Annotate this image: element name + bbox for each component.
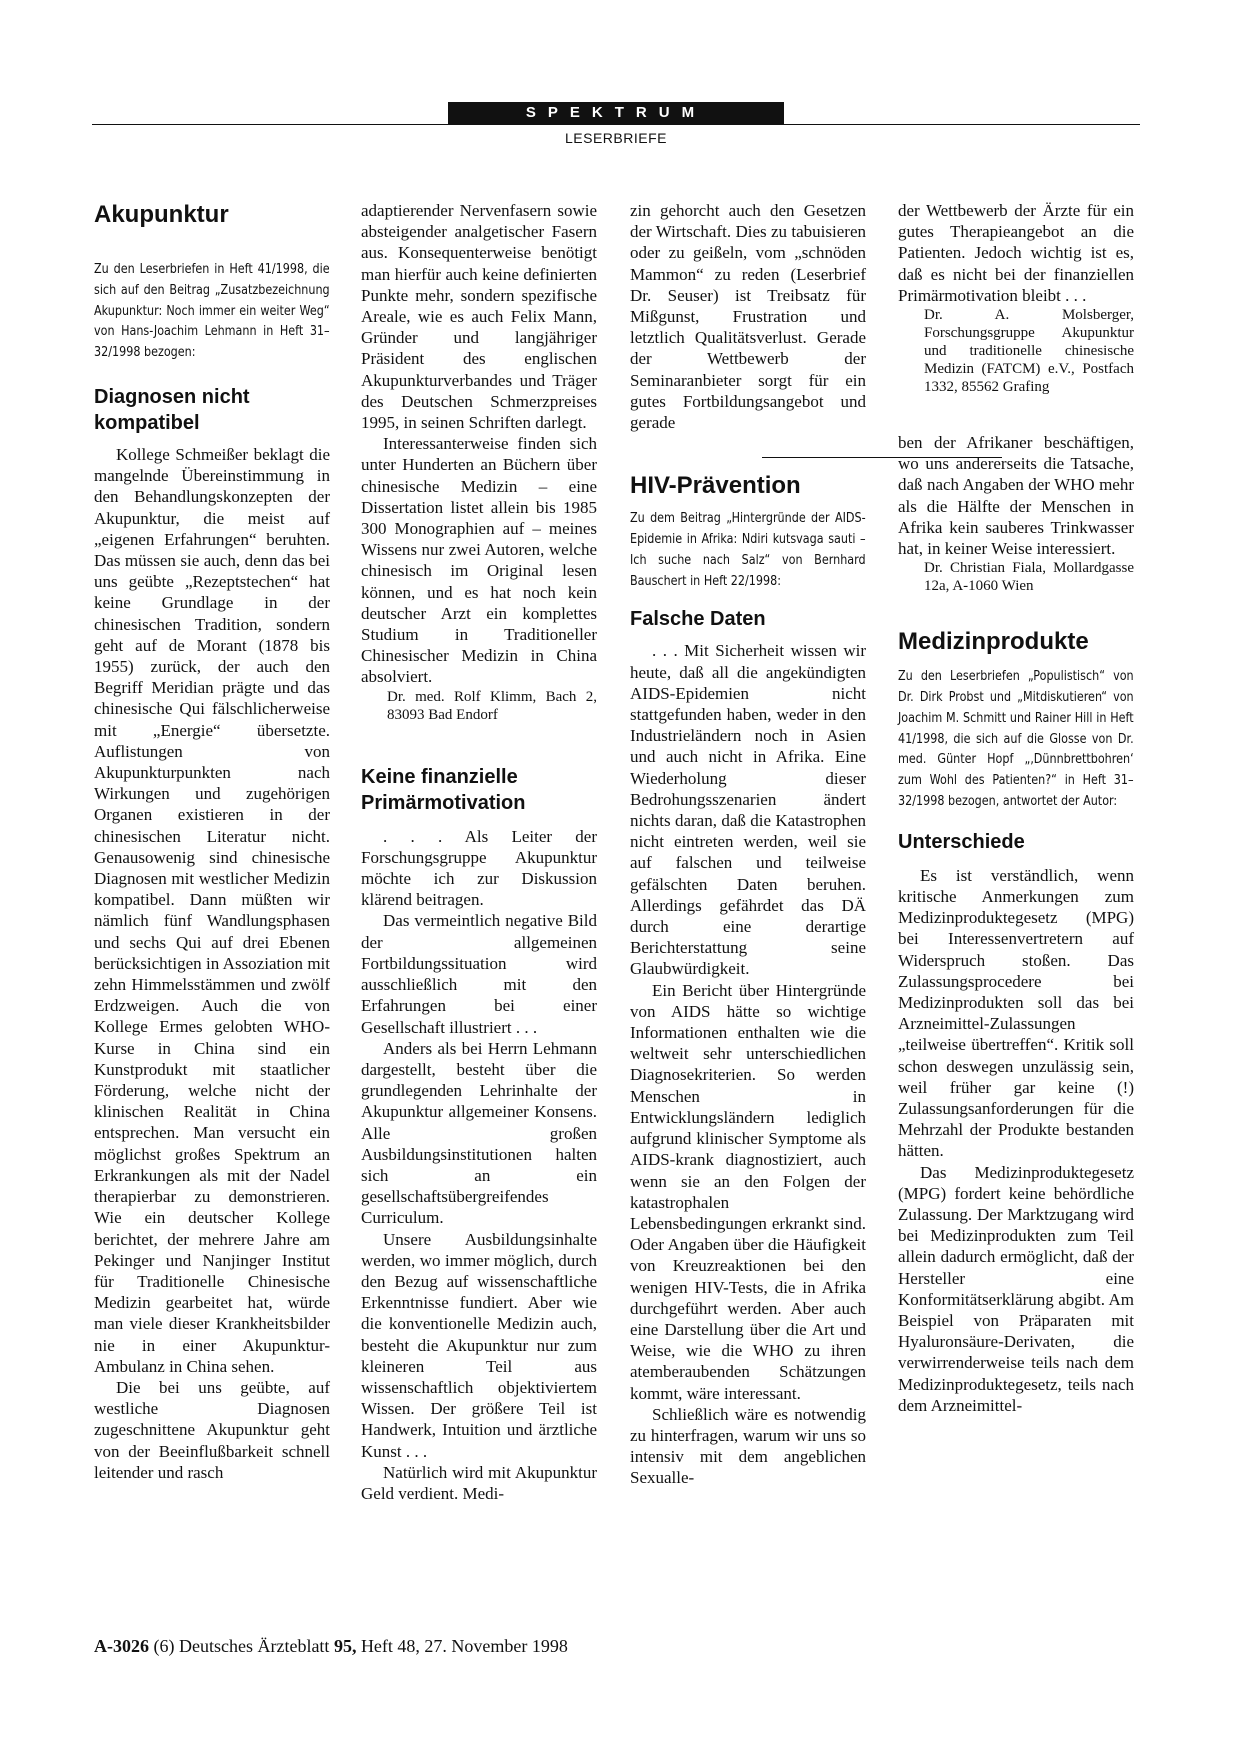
letter-signature: Dr. Christian Fiala, Mollardgasse 12a, A-1060 Wien: [924, 560, 1134, 595]
letter-signature: Dr. med. Rolf Klimm, Bach 2, 83093 Bad Endorf: [387, 688, 597, 723]
letter-paragraph: Kollege Schmeißer beklagt die mangelnde Übereinstimmung in den Behandlungskonzepten der Akupunktur, die meist auf „eigenen Erfahrungen“ beruhten. Das müssen sie auch, denn das bei uns geübte „Rezeptstechen“ hat keine Grundlage in der chinesischen Tradition, sondern geht auf de Morant (1878 bis 1955) zurück, der auch den Begriff Meridian prägte und das chinesische Qui fälschlicherweise mit „Energie“ übersetzte. Auflistungen von Akupunkturpunkten nach Wirkungen und zugehörigen Organen existieren in der chinesischen Literatur nicht. Genausowenig sind chinesische Diagnosen mit westlicher Medizin kompatibel. Dann müßten wir nämlich fünf Wandlungsphasen und sechs Qui auf drei Ebenen berücksichtigen in Assoziation mit zehn Himmelsstämmen und zwölf Erdzweigen. Auch die von Kollege Ermes gelobten WHO-Kurse in China sind ein Kunstprodukt mit staatlicher Förderung, welche nicht der klinischen Realität in China entsprechen. Man versucht ein möglichst großes Spektrum an Erkrankungen als mit der Nadel therapierbar zu demonstrieren. Wie ein deutscher Kollege berichtet, der mehrere Jahre am Pekinger und Nanjinger Institut für Traditionelle Chinesische Medizin gearbeitet hat, würde man viele dieser Krankheitsbilder nie in einer Akupunktur-Ambulanz in China sehen.: [94, 444, 330, 1376]
letter-paragraph: Das Medizinproduktegesetz (MPG) fordert keine behördliche Zulassung. Der Marktzugang wird bei Medizinprodukten zum Teil allein dadurch ermöglicht, daß der Hersteller eine Konformitätserklärung abgibt. Am Beispiel von Präparaten mit Hyaluronsäure-Derivaten, die verwirrenderweise teils nach dem Medizinproduktegesetz, teils nach dem Arzneimittel-: [898, 1162, 1134, 1415]
letter-paragraph: Es ist verständlich, wenn kritische Anmerkungen zum Medizinproduktegesetz (MPG) bei Interessenvertretern auf Widerspruch stoßen. Das Zulassungsprocedere bei Medizinprodukten soll das bei Arzneimittel-Zulassungen „teilweise übertreffen“. Kritik soll schon deswegen unzulässig sein, weil früher gar keine (!) Zulassungsanforderungen für die Mehrzahl der Produkte bestanden hätten.: [898, 865, 1134, 1161]
page-footer: [94, 1636, 568, 1657]
letter-paragraph: adaptierender Nervenfasern sowie absteigender analgetischer Fasern aus. Konsequenterweise benötigt man hierfür auch keine definierten Punkte mehr, sondern spezifische Areale, wie es auch Felix Mann, Gründer und langjähriger Präsident des englischen Akupunkturverbandes und Träger des Deutschen Schmerzpreises 1995, in seinen Schriften darlegt.: [361, 201, 597, 433]
letter-paragraph: Unsere Ausbildungsinhalte werden, wo immer möglich, durch den Bezug auf wissenschaftliche Erkenntnisse fundiert. Aber wie die konventionelle Medizin auch, besteht die Akupunktur nur zum kleineren Teil aus wissenschaftlich objektiviertem Wissen. Der größere Teil ist Handwerk, Intuition und ärztliche Kunst . . .: [361, 1229, 597, 1461]
letter-subtitle: Falsche Daten: [630, 608, 766, 631]
letter-paragraph: Interessanterweise finden sich unter Hunderten an Büchern über chinesische Medizin – eine Dissertation listet allein bis 1985 300 Monographien auf – meines Wissens nur zwei Autoren, welche chinesisch im Original lesen können, und es hat noch kein deutscher Arzt ein komplettes Studium in Traditioneller Chinesischer Medizin in China absolviert.: [361, 434, 597, 687]
letter-signature: Dr. A. Molsberger, Forschungsgruppe Akupunktur und traditionelle chinesische Medizin (FATCM) e.V., Postfach 1332, 85562 Grafing: [924, 307, 1134, 396]
letter-paragraph: ben der Afrikaner beschäftigen, wo uns andererseits die Tatsache, daß nach Angaben der WHO mehr als die Hälfte der Menschen in Afrika kein sauberes Trinkwasser hat, in keiner Weise interessiert.: [898, 433, 1134, 559]
article-intro: Zu den Leserbriefen „Populistisch“ von Dr. Dirk Probst und „Mitdiskutieren“ von Joachim M. Schmitt und Rainer Hill in Heft 41/1998, die sich auf die Glosse von Dr. med. Günter Hopf „‚Dünnbrettbohren‘ zum Wohl des Patienten?“ in Heft 31–32/1998 bezogen, antwortet der Autor:: [898, 669, 1134, 810]
article-intro: Zu den Leserbriefen in Heft 41/1998, die sich auf den Beitrag „Zusatzbezeichnung Akupunktur: Noch immer ein weiter Weg“ von Hans-Joachim Lehmann in Heft 31–32/1998 bezogen:: [94, 262, 330, 361]
footer-volume: 95,: [333, 1636, 357, 1656]
column-2: [361, 200, 597, 1504]
column-3: [630, 200, 866, 1489]
letter-paragraph: Die bei uns geübte, auf westliche Diagnosen zugeschnittene Akupunktur geht von der Beeinflußbarkeit schnell leitender und rasch: [94, 1377, 330, 1482]
article-title-akupunktur: Akupunktur: [94, 201, 229, 228]
letter-paragraph: . . . Mit Sicherheit wissen wir heute, daß all die angekündigten AIDS-Epidemien nicht stattgefunden haben, weder in den Industrieländern noch in Asien und auch nicht in Afrika. Eine Wiederholung dieser Bedrohungsszenarien ändert nichts daran, daß die Katastrophen nicht eintreten werden, weil sie auf falschen und teilweise gefälschten Daten beruhen. Allerdings gefährdet das DÄ durch eine derartige Berichterstattung seine Glaubwürdigkeit.: [630, 641, 866, 979]
section-banner: SPEKTRUM: [448, 102, 784, 124]
page-number: A-3026: [94, 1636, 149, 1656]
letter-paragraph: der Wettbewerb der Ärzte für ein gutes Therapieangebot an die Patienten. Jedoch wichtig ist es, daß es nicht bei der finanziellen Primärmotivation bleibt . . .: [898, 201, 1134, 305]
header-rule: [92, 124, 1140, 125]
footer-date: Heft 48, 27. November 1998: [356, 1636, 568, 1656]
letter-paragraph: Anders als bei Herrn Lehmann dargestellt, besteht über die grundlegenden Lehrinhalte der Akupunktur allgemeiner Konsens. Alle großen Ausbildungsinstitutionen halten sich an ein gesellschaftsübergreifendes Curriculum.: [361, 1038, 597, 1228]
letter-subtitle: Keine finanzielle Primärmotivation: [361, 765, 526, 814]
letter-paragraph: Das vermeintlich negative Bild der allgemeinen Fortbildungssituation wird ausschließlich mit den Erfahrungen bei einer Gesellschaft illustriert . . .: [361, 911, 597, 1037]
article-title-hiv: HIV-Prävention: [630, 472, 801, 500]
letter-paragraph: Ein Bericht über Hintergründe von AIDS hätte so wichtige Informationen enthalten wie die weltweit sehr unterschiedlichen Diagnosekriterien. So werden Menschen in Entwicklungsländern lediglich aufgrund klinischer Symptome als AIDS-krank diagnostiziert, auch wenn sie an den Folgen der katastrophalen Lebensbedingungen erkrankt sind. Oder Angaben über die Häufigkeit von Kreuzreaktionen bei den wenigen HIV-Tests, die in Afrika durchgeführt werden. Aber auch eine Darstellung über die Art und Weise, wie die WHO zu ihren atemberaubenden Schätzungen kommt, wäre interessant.: [630, 980, 866, 1403]
column-1: [94, 200, 330, 1483]
footer-issue: (6) Deutsches Ärzteblatt: [149, 1636, 334, 1656]
letter-paragraph: . . . Als Leiter der Forschungsgruppe Akupunktur möchte ich zur Diskussion klärend beitragen.: [361, 826, 597, 910]
letter-paragraph: Natürlich wird mit Akupunktur Geld verdient. Medi-: [361, 1462, 597, 1503]
letter-subtitle: Diagnosen nicht kompatibel: [94, 385, 250, 434]
letter-paragraph: zin gehorcht auch den Gesetzen der Wirtschaft. Dies zu tabuisieren oder zu geißeln, vom „schnöden Mammon“ zu reden (Leserbrief Dr. Seuser) ist Treibsatz für Mißgunst, Frustration und letztlich Qualitätsverlust. Gerade der Wettbewerb der Seminaranbieter sorgt für ein gutes Fortbildungsangebot und gerade: [630, 201, 866, 433]
article-title-medizinprodukte: Medizinprodukte: [898, 628, 1089, 656]
letter-subtitle: Unterschiede: [898, 830, 1025, 853]
subsection-label: LESERBRIEFE: [565, 130, 667, 146]
column-4: [898, 200, 1134, 1416]
letter-paragraph: Schließlich wäre es notwendig zu hinterfragen, warum wir uns so intensiv mit dem angeblichen Sexualle-: [630, 1404, 866, 1488]
article-intro: Zu dem Beitrag „Hintergründe der AIDS-Epidemie in Afrika: Ndiri kutsvaga sauti – Ich suche nach Salz“ von Bernhard Bauschert in Heft 22/1998:: [630, 511, 866, 589]
